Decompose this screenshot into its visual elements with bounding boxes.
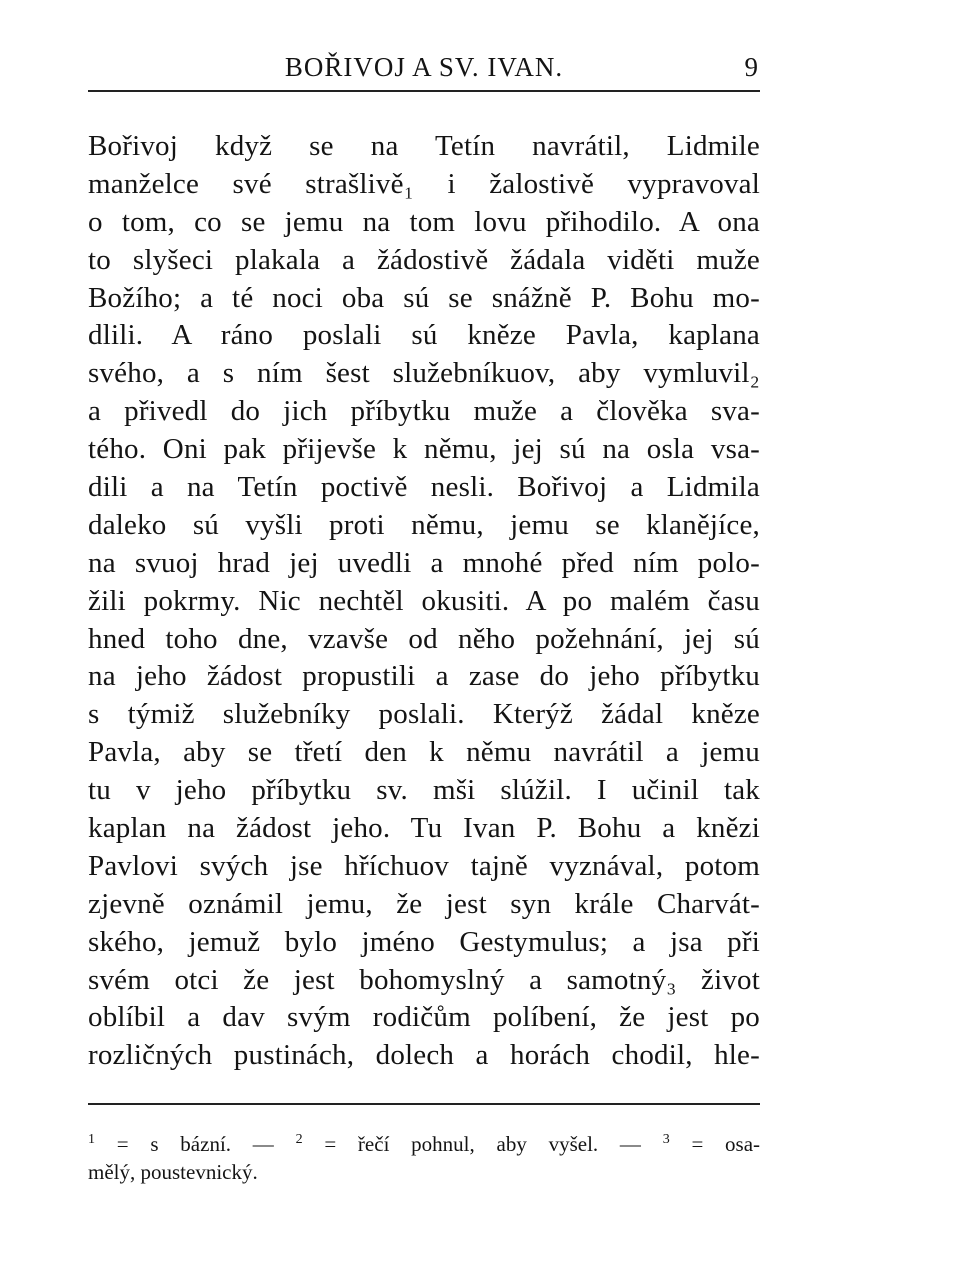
text-line: ského, jemuž bylo jméno Gestymulus; a jsa při [88,925,760,958]
text-line: dili a na Tetín poctivě nesli. Bořivoj a Lidmila [88,471,760,504]
text-line: kaplan na žádost jeho. Tu Ivan P. Bohu a knězi [88,812,760,845]
page-number: 9 [744,52,758,82]
footnote-rule [88,1103,760,1105]
text-line: Pavlovi svých jse hříchuov tajně vyznával, potom [88,849,760,882]
header-rule [88,90,760,92]
text-line: a přivedl do jich příbytku muže a člověka sva- [88,395,760,428]
footnote-separator: — [252,1132,274,1156]
footnote-text: = osa- [691,1132,761,1156]
text-line: s týmiž služebníky poslali. Kterýž žádal kněze [88,698,760,731]
text-line: svého, a s ním šest služebníkuov, aby vymluvil₂ [88,357,760,390]
text-line: tého. Oni pak přijevše k němu, jej sú na osla vsa- [88,433,760,466]
footnotes [88,1124,760,1188]
text-line: o tom, co se jemu na tom lovu přihodilo. A ona [88,205,760,238]
text-line: oblíbil a dav svým rodičům políbení, že jest po [88,1001,760,1034]
text-line: tu v jeho příbytku sv. mši slúžil. I učinil tak [88,774,760,807]
text-line: Pavla, aby se třetí den k němu navrátil a jemu [88,736,760,769]
text-line: daleko sú vyšli proti němu, jemu se klanějíce, [88,508,760,541]
text-line: rozličných pustinách, dolech a horách chodil, hle- [88,1039,760,1072]
running-header [88,50,760,88]
footnote-marker: 3 [662,1132,670,1147]
text-line: Božího; a té noci oba sú se snážně P. Bohu mo- [88,281,760,314]
footnote-text: = řečí pohnul, aby vyšel. [324,1132,599,1156]
footnote-marker: 1 [88,1132,95,1147]
text-line: žili pokrmy. Nic nechtěl okusiti. A po malém času [88,584,760,617]
text-line: zjevně oznámil jemu, že jest syn krále Charvát- [88,887,760,920]
footnote-text: = s bázní. [116,1132,232,1156]
footnote-line: mělý, poustevnický. [88,1160,258,1184]
footnote-line [88,1124,760,1156]
running-title: BOŘIVOJ A SV. IVAN. [284,52,564,82]
text-line: dlili. A ráno poslali sú kněze Pavla, kaplana [88,319,760,352]
footnote-marker: 2 [295,1132,303,1147]
text-line: manželce své strašlivě₁ i žalostivě vypravoval [88,167,760,200]
text-line: to slyšeci plakala a žádostivě žádala viděti muže [88,243,760,276]
text-line: svém otci že jest bohomyslný a samotný₃ život [88,963,760,996]
text-line: Bořivoj když se na Tetín navrátil, Lidmile [88,130,760,162]
text-line: na jeho žádost propustili a zase do jeho příbytku [88,660,760,693]
text-line: hned toho dne, vzavše od něho požehnání, jej sú [88,622,760,655]
body-text [88,128,760,1075]
text-line: na svuoj hrad jej uvedli a mnohé před ním polo- [88,546,760,579]
footnote-separator: — [619,1132,641,1156]
